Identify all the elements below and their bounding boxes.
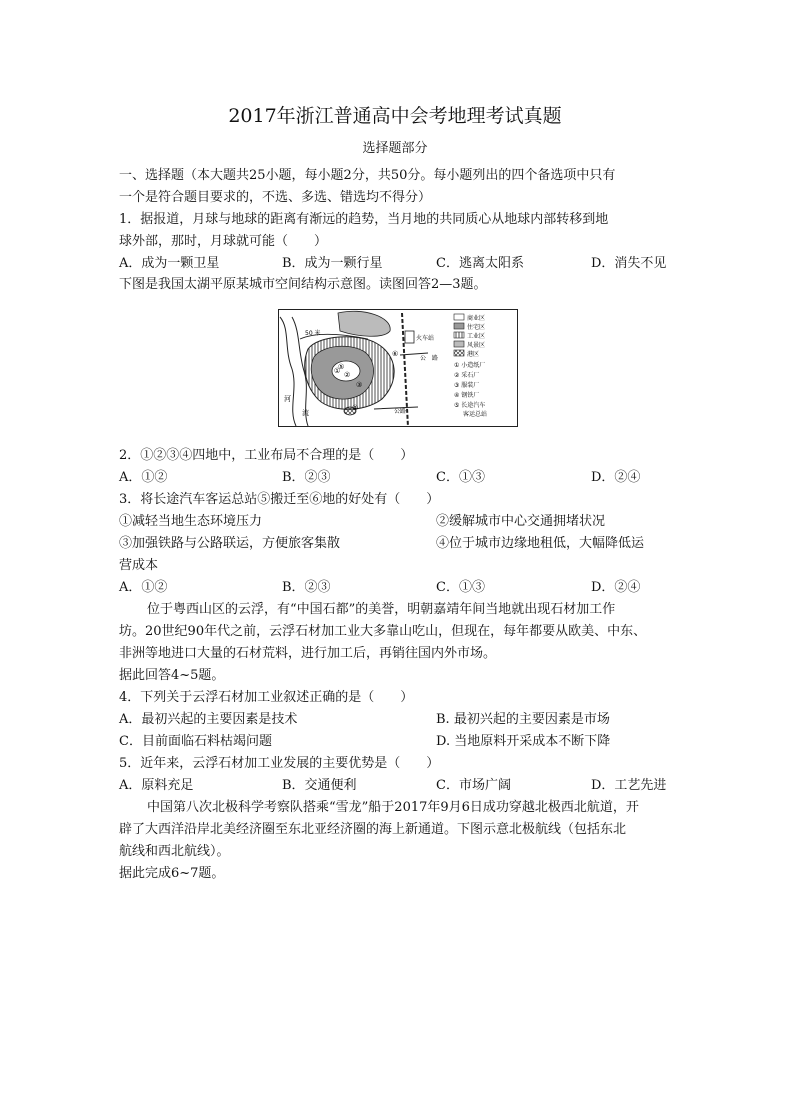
- instructions-line-1: 一、选择题（本大题共25小题，每小题2分，共50分。每小题列出的四个备选项中只有: [119, 168, 616, 183]
- q1-option-a: A．成为一颗卫星: [119, 256, 220, 271]
- map-marker-6: ⑥: [392, 350, 399, 358]
- q1-option-b: B．成为一颗行星: [282, 256, 383, 271]
- map-label-road-2: 公路: [394, 408, 407, 415]
- passage2-line-4: 据此完成6~7题。: [119, 866, 225, 881]
- q3-option-c: C．①③: [436, 580, 485, 595]
- q3-item-1: ①减轻当地生态环境压力: [119, 514, 263, 529]
- section-subtitle: 选择题部分: [362, 141, 428, 156]
- passage2-line-3: 航线和西北航线）。: [119, 844, 230, 859]
- q5-option-a: A．原料充足: [119, 778, 194, 793]
- passage1-line-4: 据此回答4~5题。: [119, 668, 225, 683]
- instructions-line-2: 一个是符合题目要求的，不选、多选、错选均不得分）: [119, 190, 432, 205]
- legend-paper-mill: ① 小造纸厂: [454, 362, 486, 369]
- map-label-river-1: 河: [284, 395, 291, 403]
- q3-item-3: ③加强铁路与公路联运，方便旅客集散: [119, 536, 341, 551]
- page-title: 2017年浙江普通高中会考地理考试真题: [228, 105, 562, 127]
- legend-scenic: 风景区: [467, 342, 486, 349]
- q4-stem: 4．下列关于云浮石材加工业叙述正确的是（ ）: [119, 690, 414, 705]
- q1-option-c: C．逃离太阳系: [436, 256, 524, 271]
- q2-option-a: A．①②: [119, 470, 168, 485]
- legend-port: 港区: [467, 351, 480, 358]
- q5-option-b: B．交通便利: [282, 778, 357, 793]
- q5-stem: 5．近年来，云浮石材加工业发展的主要优势是（ ）: [119, 756, 440, 771]
- legend-residential: 住宅区: [467, 324, 486, 331]
- q2-option-c: C．①③: [436, 470, 485, 485]
- q2-option-b: B．②③: [282, 470, 331, 485]
- passage2-line-2: 辟了大西洋沿岸北美经济圈至东北亚经济圈的海上新通道。下图示意北极航线（包括东北: [119, 822, 627, 837]
- legend-steel-mill: ④ 钢铁厂: [454, 392, 480, 399]
- q3-option-b: B．②③: [282, 580, 331, 595]
- map-label-50m: 50 米: [305, 330, 321, 337]
- map-label-river-2: 流: [302, 409, 309, 417]
- map-label-road-1: 公 路: [420, 355, 439, 362]
- q5-option-d: D．工艺先进: [591, 778, 667, 793]
- map-marker-4: ④: [352, 404, 359, 412]
- q3-option-a: A．①②: [119, 580, 168, 595]
- q4-option-d: D. 当地原料开采成本不断下降: [436, 734, 611, 749]
- legend-industrial: 工业区: [467, 333, 486, 340]
- legend-commercial: 商业区: [467, 315, 486, 322]
- legend-bus-station-2: 客运总站: [463, 411, 488, 418]
- map-marker-1: ①: [334, 367, 341, 375]
- q1-stem-line-2: 球外部，那时，月球就可能（ ）: [119, 234, 328, 249]
- passage1-line-2: 坊。20世纪90年代之前，云浮石材加工业大多靠山吃山，但现在，每年都要从欧美、中东、: [119, 624, 647, 639]
- map-intro: 下图是我国太湖平原某城市空间结构示意图。读图回答2—3题。: [119, 277, 487, 292]
- q1-option-d: D．消失不见: [591, 256, 667, 271]
- q3-item-4: ④位于城市边缘地租低，大幅降低运: [436, 536, 645, 551]
- passage2-line-1: 中国第八次北极科学考察队搭乘“雪龙”船于2017年9月6日成功穿越北极西北航道，开: [147, 800, 639, 815]
- passage1-line-1: 位于粤西山区的云浮，有“中国石都”的美誉，明朝嘉靖年间当地就出现石材加工作: [147, 602, 616, 617]
- city-structure-map: [278, 309, 518, 427]
- legend-bus-station-1: ⑤ 长途汽车: [454, 402, 486, 409]
- q4-option-b: B. 最初兴起的主要因素是市场: [436, 712, 610, 727]
- q5-option-c: C．市场广阔: [436, 778, 511, 793]
- q3-option-d: D．②④: [591, 580, 641, 595]
- station-icon: [405, 331, 414, 343]
- q1-stem-line-1: 1．据报道，月球与地球的距离有渐远的趋势，当月地的共同质心从地球内部转移到地: [119, 212, 609, 227]
- q2-stem: 2．①②③④四地中，工业布局不合理的是（ ）: [119, 448, 414, 463]
- legend-garment-factory: ③ 服装厂: [454, 382, 480, 389]
- q2-option-d: D．②④: [591, 470, 641, 485]
- q4-option-c: C．目前面临石料枯竭问题: [119, 734, 272, 749]
- map-marker-3: ③: [356, 381, 363, 389]
- q3-stem: 3．将长途汽车客运总站⑤搬迁至⑥地的好处有（ ）: [119, 492, 440, 507]
- map-label-station: 火车站: [416, 335, 435, 342]
- legend-quarry: ② 采石厂: [454, 372, 480, 379]
- q4-option-a: A．最初兴起的主要因素是技术: [119, 712, 298, 727]
- map-marker-5: ⑤: [338, 363, 345, 371]
- q3-item-2: ②缓解城市中心交通拥堵状况: [436, 514, 606, 529]
- passage1-line-3: 非洲等地进口大量的石材荒料，进行加工后，再销往国内外市场。: [119, 646, 497, 661]
- q3-item-4-continued: 营成本: [119, 558, 159, 573]
- map-marker-2: ②: [344, 371, 351, 379]
